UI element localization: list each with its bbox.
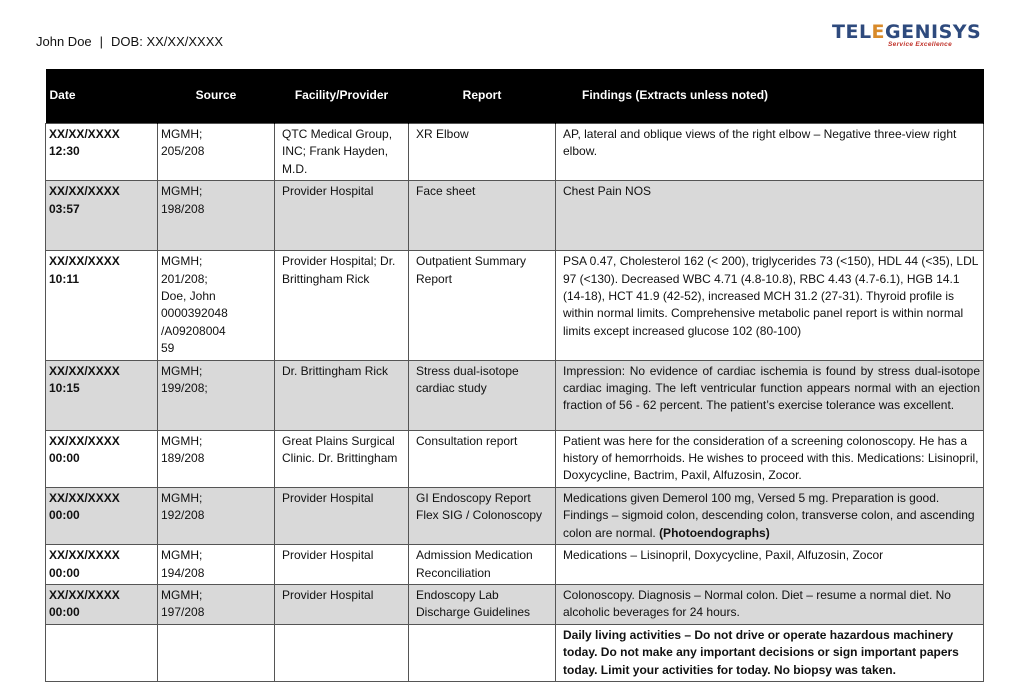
- date-value: XX/XX/XXXX: [49, 587, 120, 602]
- patient-name: John Doe: [36, 34, 92, 49]
- date-value: XX/XX/XXXX: [49, 548, 120, 563]
- table-row: [46, 624, 984, 681]
- patient-dob: DOB: XX/XX/XXXX: [111, 34, 224, 49]
- table-row: [46, 545, 984, 585]
- time-value: 10:15: [49, 381, 80, 396]
- column-header-facility: Facility/Provider: [275, 69, 409, 124]
- source-line: 199/208;: [161, 381, 208, 396]
- cell-source: [158, 181, 275, 251]
- facility-text: Provider Hospital: [282, 184, 374, 199]
- cell-report: [409, 430, 556, 487]
- cell-date: [46, 624, 158, 681]
- medical-records-table: [45, 69, 984, 682]
- cell-source: [158, 584, 275, 624]
- findings-text: Patient was here for the consideration of a screening colonoscopy. He has a history of hemorrhoids. He wishes to proceed with this. Medications: Lisinopril, Doxycycline, Bactrim, Paxil, Alfuzosin, Zocor.: [563, 433, 979, 483]
- source-line: 194/208: [161, 565, 205, 580]
- report-text: Consultation report: [416, 433, 518, 448]
- source-line: MGMH;: [161, 433, 203, 448]
- facility-text: Provider Hospital: [282, 587, 374, 602]
- findings-text: PSA 0.47, Cholesterol 162 (< 200), triglycerides 73 (<150), HDL 44 (<35), LDL 97 (<130). Decreased WBC 4.71 (4.8-10.8), RBC 4.43 (4.7-6.1), HGB 14.1 (14-18), HCT 41.9 (42-52), increased MCH 31.2 (27-31). Thyroid profile is within normal limits. Comprehensive metabolic panel report is within normal limits except increased glucose 102 (80-100): [563, 254, 979, 338]
- report-text: Admission Medication Reconciliation: [416, 548, 533, 580]
- source-line: 59: [161, 341, 175, 356]
- source-line: MGMH;: [161, 490, 203, 505]
- report-text: Stress dual-isotope cardiac study: [416, 363, 519, 396]
- time-value: 00:00: [49, 508, 80, 523]
- cell-date: [46, 430, 158, 487]
- report-text: GI Endoscopy Report Flex SIG / Colonoscopy: [416, 490, 543, 523]
- logo-tagline: Service Excellence: [888, 41, 952, 48]
- cell-facility: [275, 487, 409, 544]
- report-text: XR Elbow: [416, 127, 469, 141]
- table-body: [46, 124, 984, 682]
- time-value: 00:00: [49, 451, 80, 466]
- facility-text: Provider Hospital: [282, 490, 374, 505]
- date-value: XX/XX/XXXX: [49, 127, 120, 141]
- source-line: 201/208;: [161, 271, 208, 286]
- source-line: 205/208: [161, 144, 205, 159]
- date-value: XX/XX/XXXX: [49, 490, 120, 505]
- findings-bold-text: Daily living activities – Do not drive or operate hazardous machinery today. Do not make any important decisions or sign important papers today. Limit your activities for today. No biopsy was taken.: [563, 627, 959, 677]
- cell-findings: [556, 545, 984, 585]
- cell-facility: [275, 430, 409, 487]
- table-row: [46, 251, 984, 360]
- facility-text: Provider Hospital; Dr. Brittingham Rick: [282, 254, 396, 286]
- cell-source: [158, 360, 275, 430]
- table-header-row: [46, 69, 984, 124]
- time-value: 12:30: [49, 144, 80, 159]
- findings-text: Chest Pain NOS: [563, 184, 652, 199]
- time-value: 00:00: [49, 565, 80, 580]
- cell-report: [409, 624, 556, 681]
- table-row: [46, 584, 984, 624]
- findings-bold-text: (Photoendographs): [659, 525, 770, 540]
- table-row: [46, 430, 984, 487]
- table-row: [46, 181, 984, 251]
- report-text: Face sheet: [416, 184, 476, 199]
- header-separator: |: [99, 34, 104, 49]
- cell-source: [158, 545, 275, 585]
- cell-findings: [556, 251, 984, 360]
- findings-text: Medications – Lisinopril, Doxycycline, Paxil, Alfuzosin, Zocor: [563, 548, 884, 563]
- cell-report: [409, 584, 556, 624]
- cell-facility: [275, 545, 409, 585]
- cell-report: [409, 487, 556, 544]
- cell-date: [46, 251, 158, 360]
- cell-source: [158, 124, 275, 181]
- source-line: MGMH;: [161, 184, 203, 199]
- cell-source: [158, 251, 275, 360]
- source-line: MGMH;: [161, 127, 203, 141]
- source-line: 192/208: [161, 508, 205, 523]
- cell-report: [409, 251, 556, 360]
- cell-date: [46, 545, 158, 585]
- cell-date: [46, 181, 158, 251]
- cell-report: [409, 360, 556, 430]
- facility-text: Dr. Brittingham Rick: [282, 363, 389, 378]
- cell-report: [409, 181, 556, 251]
- cell-facility: [275, 360, 409, 430]
- column-header-date: Date: [46, 69, 158, 124]
- date-value: XX/XX/XXXX: [49, 184, 120, 199]
- table-row: [46, 360, 984, 430]
- facility-text: QTC Medical Group, INC; Frank Hayden, M.D.: [282, 127, 393, 176]
- cell-findings: [556, 624, 984, 681]
- table-row: [46, 124, 984, 181]
- source-line: 197/208: [161, 605, 205, 620]
- cell-date: [46, 124, 158, 181]
- findings-text: Medications given Demerol 100 mg, Versed 5 mg. Preparation is good. Findings – sigmoid colon, descending colon, transverse colon, and ascending colon are normal.: [563, 490, 975, 540]
- source-line: MGMH;: [161, 587, 203, 602]
- column-header-report: Report: [409, 69, 556, 124]
- cell-facility: [275, 584, 409, 624]
- time-value: 00:00: [49, 605, 80, 620]
- findings-text: Colonoscopy. Diagnosis – Normal colon. Diet – resume a normal diet. No alcoholic beverages for 24 hours.: [563, 587, 951, 620]
- findings-text: Impression: No evidence of cardiac ischemia is found by stress dual-isotope cardiac imaging. The left ventricular function appears normal with an ejection fraction of 56 - 62 percent. The patient’s exercise tolerance was excellent.: [563, 363, 980, 413]
- source-line: MGMH;: [161, 363, 203, 378]
- table-row: [46, 487, 984, 544]
- cell-facility: [275, 181, 409, 251]
- cell-findings: [556, 584, 984, 624]
- cell-report: [409, 545, 556, 585]
- date-value: XX/XX/XXXX: [49, 433, 120, 448]
- date-value: XX/XX/XXXX: [49, 254, 120, 269]
- company-logo: [832, 21, 982, 52]
- cell-findings: [556, 430, 984, 487]
- logo-wordmark: TELEGENISYS: [832, 21, 982, 43]
- column-header-findings: Findings (Extracts unless noted): [556, 69, 984, 124]
- findings-text: AP, lateral and oblique views of the right elbow – Negative three-view right elbow.: [563, 127, 957, 159]
- cell-date: [46, 487, 158, 544]
- report-text: Endoscopy Lab Discharge Guidelines: [416, 587, 531, 620]
- patient-header: [36, 34, 223, 49]
- cell-facility: [275, 124, 409, 181]
- cell-report: [409, 124, 556, 181]
- column-header-source: Source: [158, 69, 275, 124]
- facility-text: Great Plains Surgical Clinic. Dr. Brittingham: [282, 433, 398, 466]
- date-value: XX/XX/XXXX: [49, 363, 120, 378]
- cell-findings: [556, 124, 984, 181]
- time-value: 03:57: [49, 201, 80, 216]
- cell-facility: [275, 624, 409, 681]
- facility-text: Provider Hospital: [282, 548, 374, 563]
- source-line: 0000392048: [161, 306, 228, 321]
- cell-facility: [275, 251, 409, 360]
- cell-source: [158, 624, 275, 681]
- cell-source: [158, 487, 275, 544]
- time-value: 10:11: [49, 271, 80, 286]
- source-line: Doe, John: [161, 289, 216, 304]
- cell-date: [46, 360, 158, 430]
- report-text: Outpatient Summary Report: [416, 254, 527, 286]
- source-line: MGMH;: [161, 548, 203, 563]
- cell-source: [158, 430, 275, 487]
- source-line: 189/208: [161, 451, 205, 466]
- source-line: MGMH;: [161, 254, 203, 269]
- cell-findings: [556, 181, 984, 251]
- source-line: /A09208004: [161, 323, 226, 338]
- cell-findings: [556, 487, 984, 544]
- cell-findings: [556, 360, 984, 430]
- cell-date: [46, 584, 158, 624]
- source-line: 198/208: [161, 201, 205, 216]
